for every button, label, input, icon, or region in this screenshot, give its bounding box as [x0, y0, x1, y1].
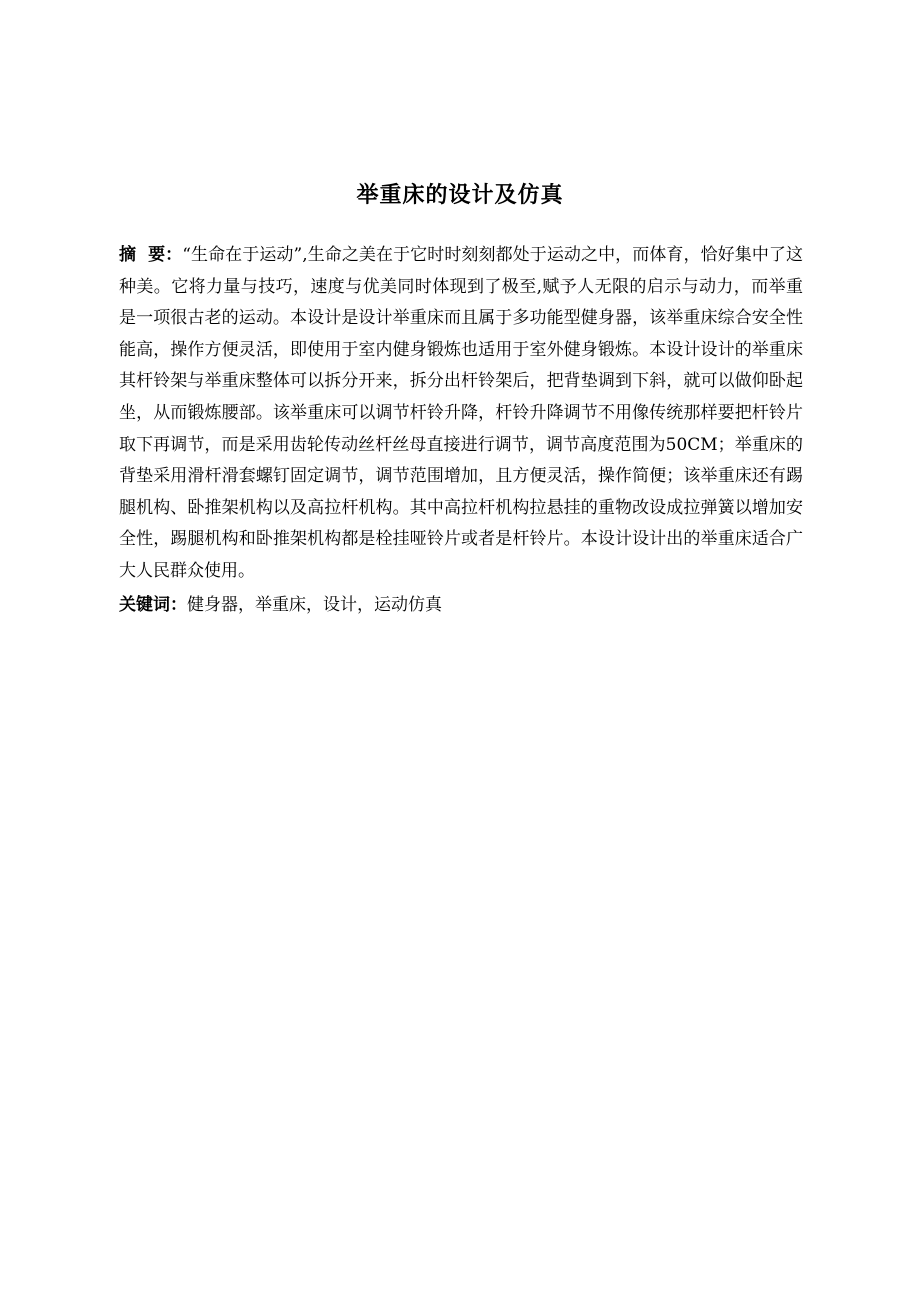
abstract-text: “生命在于运动”,生命之美在于它时时刻刻都处于运动之中，而体育，恰好集中了这种美。它将力量与技巧，速度与优美同时体现到了极至,赋予人无限的启示与动力，而举重是一项很古老的运动。本设计是设计举重床而且属于多功能型健身器，该举重床综合安全性能高，操作方便灵活，即使用于室内健身锻炼也适用于室外健身锻炼。本设计设计的举重床其杆铃架与举重床整体可以拆分开来，拆分出杆铃架后，把背垫调到下斜，就可以做仰卧起坐，从而锻炼腰部。该举重床可以调节杆铃升降，杆铃升降调节不用像传统那样要把杆铃片取下再调节，而是采用齿轮传动丝杆丝母直接进行调节，调节高度范围为50CM；举重床的背垫采用滑杆滑套螺钉固定调节，调节范围增加，且方便灵活，操作简便；该举重床还有踢腿机构、卧推架机构以及高拉杆机构。其中高拉杆机构拉悬挂的重物改设成拉弹簧以增加安全性，踢腿机构和卧推架机构都是栓挂哑铃片或者是杆铃片。本设计设计出的举重床适合广大人民群众使用。 — [119, 245, 803, 581]
abstract-label: 摘 要： — [119, 245, 183, 265]
document-body — [119, 240, 803, 621]
keywords-label: 关键词： — [119, 594, 187, 615]
keywords-paragraph — [119, 590, 803, 622]
document-title: 举重床的设计及仿真 — [356, 183, 564, 208]
abstract-paragraph — [119, 240, 803, 588]
keywords-text: 健身器，举重床，设计，运动仿真 — [187, 594, 442, 615]
